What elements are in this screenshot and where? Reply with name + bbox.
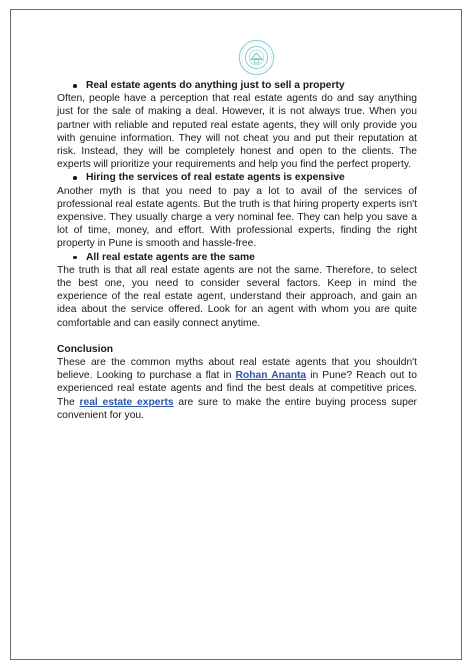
- bullet-icon: [73, 176, 77, 180]
- conclusion-body: These are the common myths about real estate agents that you shouldn't believe. Looking to purchase a flat in Rohan Ananta in Pune? Reach out to experienced real estate agents and find the best deals at competitive prices. The real estate experts are sure to make the entire buying process super convenient for you.: [57, 357, 417, 421]
- bullet-icon: [73, 256, 77, 260]
- section-3-body: The truth is that all real estate agents are not the same. Therefore, to select the best one, you need to consider several factors. Keep in mind the experience of the real estate agent, understand their approach, and gain an idea about the service offered. Look for an agent with whom you are quite comfortable and can easily connect anytime.: [57, 264, 417, 329]
- document-content: [57, 79, 417, 422]
- section-1-body: Often, people have a perception that real estate agents do and say anything just for the sale of making a deal. However, it is not always true. When you partner with reliable and reputed real estate agents, they will only provide you with genuine information. They will not cheat you and put their reputation at risk. Instead, they will be completely honest and open to the clients. The experts will prioritize your requirements and help you find the perfect property.: [57, 93, 417, 171]
- spacer: [57, 330, 417, 343]
- real-estate-experts-link[interactable]: real estate experts: [79, 396, 174, 408]
- conclusion-heading: Conclusion: [57, 343, 114, 355]
- section-2-heading: Hiring the services of real estate agents is expensive: [57, 171, 417, 184]
- bullet-icon: [73, 84, 77, 88]
- section-2-body: Another myth is that you need to pay a lot to avail of the services of professional real estate agents. But the truth is that hiring property experts isn't expensive. They usually charge a very nominal fee. They can help you save a lot of time, money, and effort. With professional experts, finding the right property in Pune is smooth and hassle-free.: [57, 185, 417, 250]
- circular-emblem-icon: [238, 39, 275, 76]
- section-3-heading: All real estate agents are the same: [57, 251, 417, 264]
- section-1-heading: Real estate agents do anything just to sell a property: [57, 79, 417, 92]
- rohan-ananta-link[interactable]: Rohan Ananta: [235, 370, 307, 382]
